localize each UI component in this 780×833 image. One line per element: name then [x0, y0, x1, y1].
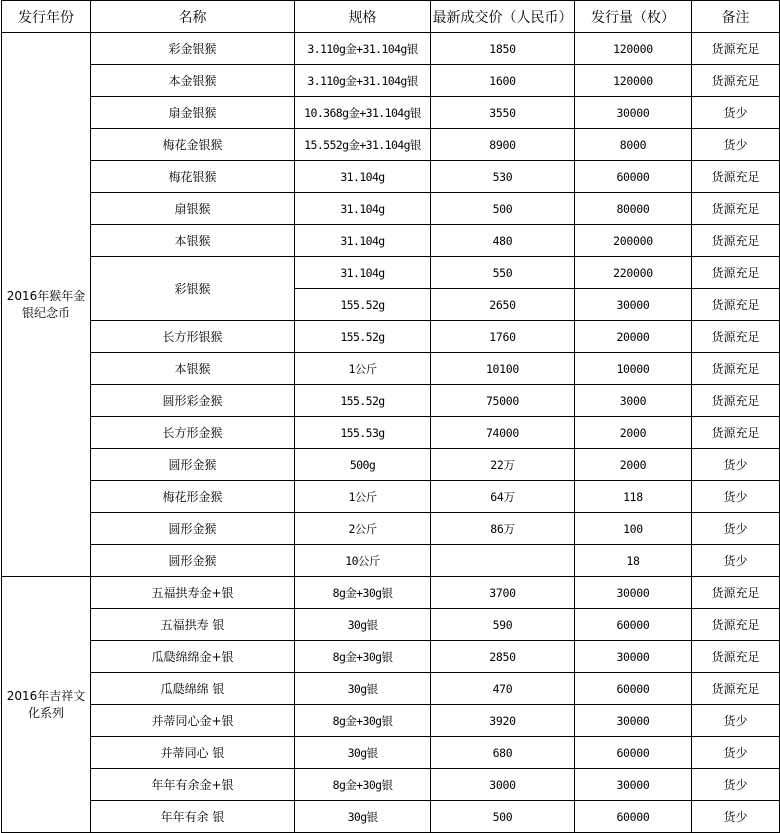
- spec-cell: 155.52g: [295, 289, 431, 321]
- note-cell: 货少: [692, 705, 780, 737]
- name-cell: 并蒂同心金+银: [91, 705, 295, 737]
- name-cell: 梅花金银猴: [91, 129, 295, 161]
- quantity-cell: 100: [575, 513, 692, 545]
- price-cell: 3550: [431, 97, 575, 129]
- header-row: [2, 1, 780, 33]
- name-cell: 瓜瓞绵绵 银: [91, 673, 295, 705]
- quantity-cell: 60000: [575, 737, 692, 769]
- table-row: [2, 641, 780, 673]
- table-row: [2, 193, 780, 225]
- spec-cell: 8g金+30g银: [295, 769, 431, 801]
- table-row: [2, 33, 780, 65]
- note-cell: 货源充足: [692, 289, 780, 321]
- quantity-cell: 30000: [575, 577, 692, 609]
- spec-cell: 30g银: [295, 673, 431, 705]
- note-cell: 货源充足: [692, 161, 780, 193]
- price-cell: 10100: [431, 353, 575, 385]
- table-row: [2, 481, 780, 513]
- quantity-cell: 8000: [575, 129, 692, 161]
- spec-cell: 15.552g金+31.104g银: [295, 129, 431, 161]
- name-cell: 梅花形金猴: [91, 481, 295, 513]
- spec-cell: 155.52g: [295, 321, 431, 353]
- name-cell: 瓜瓞绵绵金+银: [91, 641, 295, 673]
- spec-cell: 31.104g: [295, 193, 431, 225]
- price-cell: 470: [431, 673, 575, 705]
- header-spec: 规格: [295, 1, 431, 33]
- table-row: [2, 257, 780, 289]
- price-cell: 1760: [431, 321, 575, 353]
- note-cell: 货少: [692, 545, 780, 577]
- table-row: [2, 737, 780, 769]
- note-cell: 货源充足: [692, 257, 780, 289]
- quantity-cell: 120000: [575, 65, 692, 97]
- spec-cell: 10.368g金+31.104g银: [295, 97, 431, 129]
- table-row: [2, 417, 780, 449]
- table-row: [2, 705, 780, 737]
- name-cell: 年年有余 银: [91, 801, 295, 833]
- spec-cell: 3.110g金+31.104g银: [295, 65, 431, 97]
- price-cell: 2850: [431, 641, 575, 673]
- quantity-cell: 200000: [575, 225, 692, 257]
- spec-cell: 30g银: [295, 609, 431, 641]
- price-cell: 3000: [431, 769, 575, 801]
- note-cell: 货少: [692, 801, 780, 833]
- price-cell: 1600: [431, 65, 575, 97]
- table-row: [2, 449, 780, 481]
- spec-cell: 1公斤: [295, 481, 431, 513]
- table-row: [2, 129, 780, 161]
- table-row: [2, 65, 780, 97]
- quantity-cell: 10000: [575, 353, 692, 385]
- name-cell: 本银猴: [91, 353, 295, 385]
- spec-cell: 8g金+30g银: [295, 641, 431, 673]
- price-cell: 3920: [431, 705, 575, 737]
- note-cell: 货源充足: [692, 65, 780, 97]
- note-cell: 货少: [692, 513, 780, 545]
- name-cell: 五福拱寿金+银: [91, 577, 295, 609]
- name-cell: 长方形金猴: [91, 417, 295, 449]
- table-row: [2, 97, 780, 129]
- note-cell: 货源充足: [692, 353, 780, 385]
- quantity-cell: 60000: [575, 801, 692, 833]
- spec-cell: 10公斤: [295, 545, 431, 577]
- note-cell: 货源充足: [692, 577, 780, 609]
- quantity-cell: 220000: [575, 257, 692, 289]
- price-cell: 2650: [431, 289, 575, 321]
- header-price: 最新成交价（人民币）: [431, 1, 575, 33]
- price-cell: 75000: [431, 385, 575, 417]
- note-cell: 货源充足: [692, 321, 780, 353]
- name-cell: 长方形银猴: [91, 321, 295, 353]
- price-cell: 86万: [431, 513, 575, 545]
- note-cell: 货少: [692, 129, 780, 161]
- note-cell: 货少: [692, 97, 780, 129]
- spec-cell: 30g银: [295, 737, 431, 769]
- header-name: 名称: [91, 1, 295, 33]
- price-cell: 480: [431, 225, 575, 257]
- quantity-cell: 20000: [575, 321, 692, 353]
- table-row: [2, 769, 780, 801]
- note-cell: 货源充足: [692, 673, 780, 705]
- name-cell: 五福拱寿 银: [91, 609, 295, 641]
- quantity-cell: 118: [575, 481, 692, 513]
- spec-cell: 31.104g: [295, 257, 431, 289]
- table-row: [2, 609, 780, 641]
- name-cell: 本银猴: [91, 225, 295, 257]
- spec-cell: 2公斤: [295, 513, 431, 545]
- quantity-cell: 120000: [575, 33, 692, 65]
- note-cell: 货少: [692, 769, 780, 801]
- quantity-cell: 30000: [575, 769, 692, 801]
- quantity-cell: 30000: [575, 641, 692, 673]
- spec-cell: 500g: [295, 449, 431, 481]
- quantity-cell: 30000: [575, 97, 692, 129]
- quantity-cell: 60000: [575, 673, 692, 705]
- price-cell: 3700: [431, 577, 575, 609]
- note-cell: 货源充足: [692, 417, 780, 449]
- table-row: [2, 385, 780, 417]
- table-row: [2, 321, 780, 353]
- quantity-cell: 2000: [575, 449, 692, 481]
- year-cell: 2016年猴年金银纪念币: [2, 33, 91, 577]
- name-cell: 彩金银猴: [91, 33, 295, 65]
- header-year: 发行年份: [2, 1, 91, 33]
- name-cell: 彩银猴: [91, 257, 295, 321]
- spec-cell: 155.53g: [295, 417, 431, 449]
- spec-cell: 8g金+30g银: [295, 577, 431, 609]
- price-cell: 8900: [431, 129, 575, 161]
- name-cell: 本金银猴: [91, 65, 295, 97]
- note-cell: 货少: [692, 449, 780, 481]
- quantity-cell: 60000: [575, 161, 692, 193]
- note-cell: 货少: [692, 481, 780, 513]
- note-cell: 货源充足: [692, 33, 780, 65]
- price-cell: 74000: [431, 417, 575, 449]
- table-row: [2, 513, 780, 545]
- price-cell: 550: [431, 257, 575, 289]
- coin-price-table: [1, 0, 780, 833]
- table-row: [2, 673, 780, 705]
- table-row: [2, 801, 780, 833]
- quantity-cell: 30000: [575, 705, 692, 737]
- spec-cell: 31.104g: [295, 225, 431, 257]
- table-row: [2, 577, 780, 609]
- price-cell: 22万: [431, 449, 575, 481]
- spec-cell: 31.104g: [295, 161, 431, 193]
- quantity-cell: 3000: [575, 385, 692, 417]
- price-cell: 64万: [431, 481, 575, 513]
- spec-cell: 1公斤: [295, 353, 431, 385]
- name-cell: 并蒂同心 银: [91, 737, 295, 769]
- price-cell: 530: [431, 161, 575, 193]
- note-cell: 货源充足: [692, 385, 780, 417]
- header-qty: 发行量（枚）: [575, 1, 692, 33]
- price-cell: 680: [431, 737, 575, 769]
- name-cell: 年年有余金+银: [91, 769, 295, 801]
- note-cell: 货少: [692, 737, 780, 769]
- quantity-cell: 60000: [575, 609, 692, 641]
- note-cell: 货源充足: [692, 225, 780, 257]
- name-cell: 扇金银猴: [91, 97, 295, 129]
- price-cell: [431, 545, 575, 577]
- price-cell: 1850: [431, 33, 575, 65]
- price-cell: 590: [431, 609, 575, 641]
- quantity-cell: 80000: [575, 193, 692, 225]
- name-cell: 圆形金猴: [91, 513, 295, 545]
- quantity-cell: 2000: [575, 417, 692, 449]
- table-row: [2, 225, 780, 257]
- spec-cell: 8g金+30g银: [295, 705, 431, 737]
- name-cell: 圆形彩金猴: [91, 385, 295, 417]
- year-cell: 2016年吉祥文化系列: [2, 577, 91, 833]
- price-cell: 500: [431, 193, 575, 225]
- price-cell: 500: [431, 801, 575, 833]
- spec-cell: 155.52g: [295, 385, 431, 417]
- note-cell: 货源充足: [692, 609, 780, 641]
- note-cell: 货源充足: [692, 193, 780, 225]
- table-row: [2, 161, 780, 193]
- quantity-cell: 30000: [575, 289, 692, 321]
- spec-cell: 3.110g金+31.104g银: [295, 33, 431, 65]
- name-cell: 扇银猴: [91, 193, 295, 225]
- table-row: [2, 545, 780, 577]
- name-cell: 圆形金猴: [91, 545, 295, 577]
- header-note: 备注: [692, 1, 780, 33]
- name-cell: 梅花银猴: [91, 161, 295, 193]
- quantity-cell: 18: [575, 545, 692, 577]
- name-cell: 圆形金猴: [91, 449, 295, 481]
- spec-cell: 30g银: [295, 801, 431, 833]
- note-cell: 货源充足: [692, 641, 780, 673]
- table-row: [2, 353, 780, 385]
